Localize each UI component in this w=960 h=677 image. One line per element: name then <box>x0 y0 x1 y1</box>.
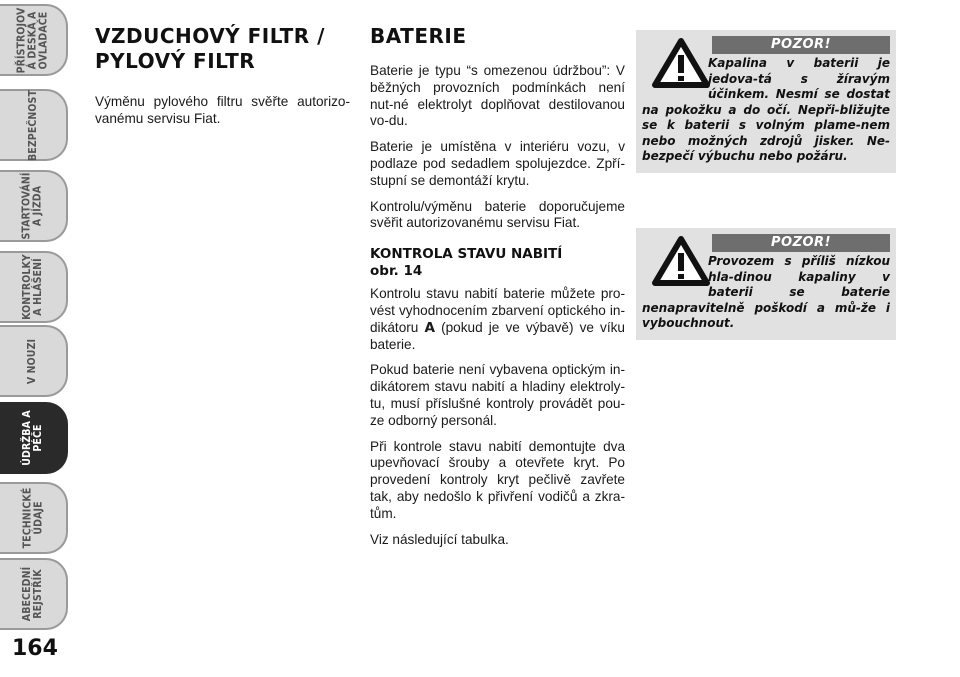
tab-abecedni-rejstrik[interactable] <box>0 558 68 630</box>
battery-title: BATERIE <box>370 24 467 48</box>
warning-triangle-icon <box>652 38 710 88</box>
tab-label: STARTOVÁNÍ A JÍZDA <box>21 172 45 240</box>
warning-box <box>636 30 896 173</box>
indicator-label: A <box>424 319 435 336</box>
chapter-tabs <box>0 0 72 640</box>
tab-label: PŘÍSTROJOV Á DESKA A OVLADAČE <box>15 7 50 73</box>
page-number: 164 <box>12 636 58 661</box>
battery-paragraph: Kontrolu/výměnu baterie doporučujeme svěřit autorizovanému servisu Fiat. <box>370 198 625 231</box>
charge-check-heading <box>370 246 625 280</box>
battery-paragraph: Baterie je typu “s omezenou údržbou”: V běžných provozních podmínkách není nut-né elektrolyt doplňovat destilovanou vo-du. <box>370 63 625 129</box>
filter-section <box>95 24 350 137</box>
filter-title <box>95 24 350 74</box>
tab-label: KONTROLKY A HLÁŠENÍ <box>21 254 44 320</box>
warning-body: Kapalina v baterii je jedova-tá s žíravým účinkem. Nesmí se dostat na pokožku a do očí. Nepři-bližujte se k baterii s volným plame-nem nebo možných zdrojů jisker. Ne-bezpečí výbuchu nebo požáru. <box>642 56 890 163</box>
tab-label: TECHNICKÉ ÚDAJE <box>20 487 44 549</box>
tab-v-nouzi[interactable] <box>0 325 68 397</box>
filter-title-line1: VZDUCHOVÝ FILTR / <box>95 24 325 48</box>
tab-pristrojova-deska[interactable] <box>0 4 68 76</box>
battery-paragraph: Pokud baterie není vybavena optickým in-dikátorem stavu nabití a hladiny elektroly-tu, musí příslušné kontroly provádět pou-ze odborný personál. <box>370 362 625 428</box>
warning-triangle-icon <box>652 236 710 286</box>
filter-text: Výměnu pylového filtru svěřte autorizo-vanému servisu Fiat. <box>95 94 350 126</box>
battery-paragraph: Baterie je umístěna v interiéru vozu, v podlaze pod sedadlem spolujezdce. Zpří-stupní se demontáží krytu. <box>370 139 625 188</box>
warning-body: Provozem s příliš nízkou hla-dinou kapaliny v baterii se baterie nenapravitelně poškodí a mů-že i vybouchnout. <box>642 254 890 330</box>
tab-kontrolky[interactable] <box>0 251 68 323</box>
tab-startovani[interactable] <box>0 170 68 242</box>
text-run: Kontrolu stavu nabití baterie můžete pro-vést vyhodnocením zbarvení optického in-dikátoru <box>370 286 625 335</box>
charge-check-heading-line1: KONTROLA STAVU NABITÍ <box>370 246 563 263</box>
text-run: (pokud je ve výbavě) ve víku baterie. <box>370 319 625 352</box>
battery-paragraph <box>370 286 625 353</box>
tab-label: V NOUZI <box>26 338 39 384</box>
warning-badge: POZOR! <box>712 234 890 252</box>
tab-udrzba-active[interactable] <box>0 402 68 474</box>
battery-section <box>370 24 625 557</box>
warning-box <box>636 228 896 340</box>
tab-technicke-udaje[interactable] <box>0 482 68 554</box>
battery-paragraph: Při kontrole stavu nabití demontujte dva upevňovací šrouby a otevřete kryt. Po provedení kontroly kryt pečlivě zavřete tak, aby nedošlo k přivření vodičů a zkra-tům. <box>370 438 625 521</box>
charge-check-figure-ref: obr. 14 <box>370 263 423 280</box>
battery-paragraph: Viz následující tabulka. <box>370 531 509 547</box>
warning-badge: POZOR! <box>712 36 890 54</box>
tab-label: ABECEDNÍ REJSTŘÍK <box>20 566 44 622</box>
tab-bezpecnost[interactable] <box>0 89 68 161</box>
filter-title-line2: PYLOVÝ FILTR <box>95 49 256 73</box>
tab-label: ÚDRŽBA A PÉČE <box>20 410 44 466</box>
tab-label: BEZPEČNOST <box>26 89 39 161</box>
